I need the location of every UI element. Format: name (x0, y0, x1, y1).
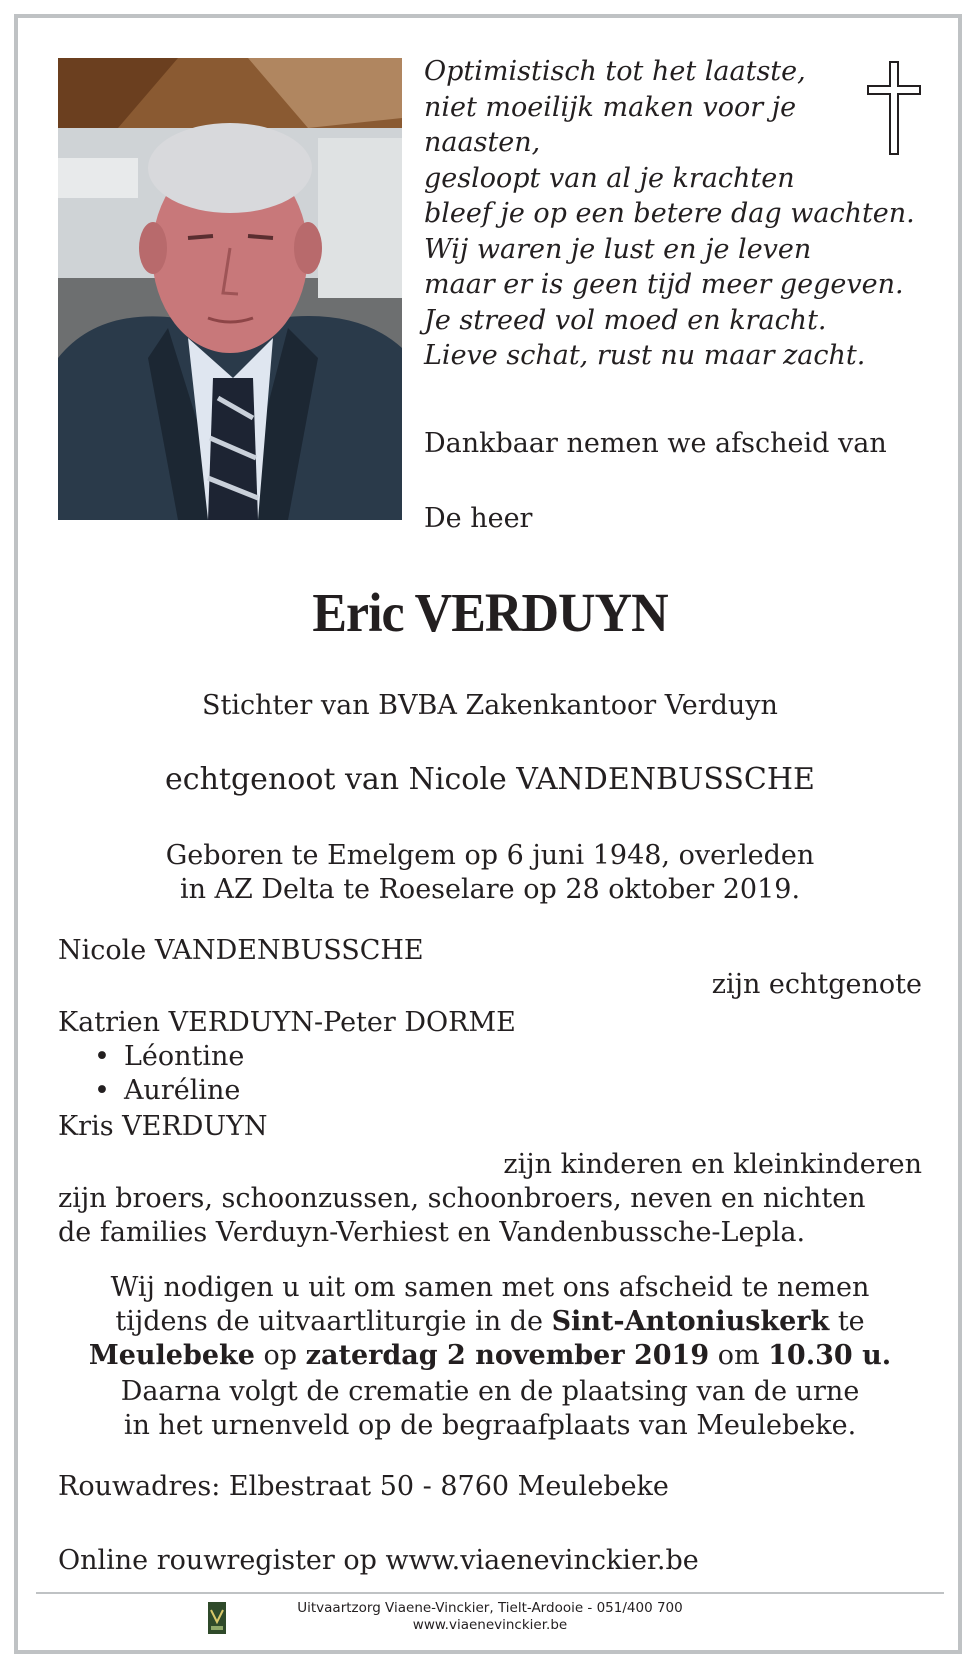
invitation-text: tijdens de uitvaartliturgie in de (115, 1306, 552, 1337)
poem-line: Lieve schat, rust nu maar zacht. (424, 340, 866, 371)
portrait-photo (58, 58, 402, 520)
founder-line: Stichter van BVBA Zakenkantoor Verduyn (202, 690, 778, 721)
poem-line: maar er is geen tijd meer gegeven. (424, 269, 904, 300)
poem-line: Wij waren je lust en je leven (424, 233, 812, 265)
poem-line: gesloopt van al je krachten (424, 162, 795, 194)
invitation-line-2 (0, 1306, 980, 1337)
footer-website[interactable]: www.viaenevinckier.be (412, 1617, 568, 1633)
family-grandchild-1: • Léontine (94, 1041, 244, 1072)
family-families: de families Verduyn-Verhiest en Vandenbussche-Lepla. (58, 1217, 806, 1248)
spouse-line: echtgenoot van Nicole VANDENBUSSCHE (165, 762, 815, 797)
invitation-line-5: in het urnenveld op de begraafplaats van Meulebeke. (123, 1410, 857, 1441)
invitation-line-3 (0, 1340, 980, 1371)
mourning-address: Rouwadres: Elbestraat 50 - 8760 Meulebeke (58, 1471, 669, 1502)
family-spouse-name: Nicole VANDENBUSSCHE (58, 935, 424, 966)
poem-line: naasten, (424, 127, 541, 158)
footer-company: Uitvaartzorg Viaene-Vinckier, Tielt-Ardooie - 051/400 700 (297, 1600, 683, 1616)
salutation: De heer (424, 503, 533, 534)
poem (424, 54, 915, 374)
family-child-2: Kris VERDUYN (58, 1111, 268, 1142)
funeral-town: Meulebeke (88, 1340, 255, 1371)
footer (0, 1600, 980, 1634)
birth-line-1: Geboren te Emelgem op 6 juni 1948, overleden (165, 840, 815, 871)
funeral-date: zaterdag 2 november 2019 (305, 1340, 710, 1371)
footer-divider (36, 1592, 944, 1594)
family-child-1: Katrien VERDUYN-Peter DORME (58, 1007, 516, 1038)
poem-line: bleef je op een betere dag wachten. (424, 198, 915, 229)
online-register: Online rouwregister op www.viaenevinckier.be (58, 1545, 699, 1576)
birth-line-2: in AZ Delta te Roeselare op 28 oktober 2019. (179, 874, 801, 905)
funeral-time: 10.30 u. (768, 1340, 892, 1371)
family-siblings: zijn broers, schoonzussen, schoonbroers, neven en nichten (58, 1183, 866, 1214)
poem-line: niet moeilijk maken voor je (424, 91, 797, 123)
family-spouse-role: zijn echtgenote (711, 969, 922, 1000)
invitation-text: te (829, 1306, 865, 1337)
cross-icon (866, 60, 922, 156)
family-children-role: zijn kinderen en kleinkinderen (503, 1149, 922, 1180)
invitation-line-1: Wij nodigen u uit om samen met ons afscheid te nemen (110, 1272, 870, 1303)
church-name: Sint-Antoniuskerk (551, 1306, 830, 1337)
deceased-name: Eric VERDUYN (312, 583, 668, 644)
family-grandchild-2: • Auréline (94, 1075, 240, 1106)
invitation-text: om (709, 1340, 769, 1371)
invitation-line-4: Daarna volgt de crematie en de plaatsing van de urne (120, 1376, 860, 1407)
poem-line: Je streed vol moed en kracht. (424, 304, 827, 336)
intro-text: Dankbaar nemen we afscheid van (424, 428, 887, 459)
invitation-text: op (254, 1340, 306, 1371)
poem-line: Optimistisch tot het laatste, (424, 56, 806, 87)
